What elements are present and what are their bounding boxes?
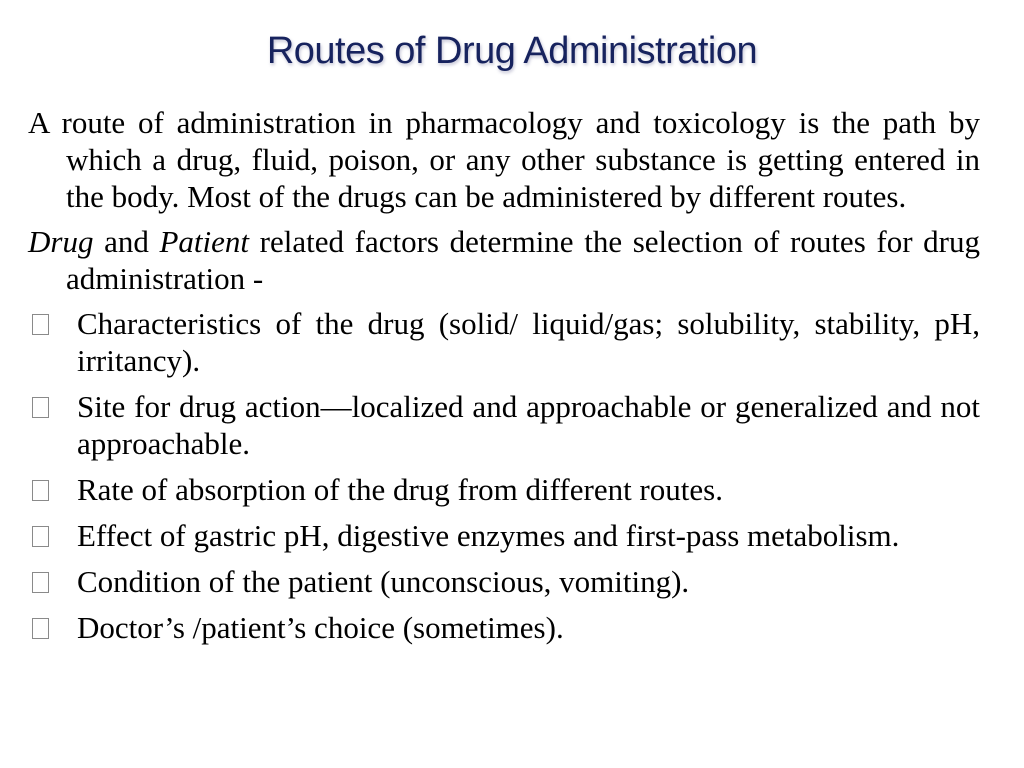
bullet-item — [28, 563, 980, 600]
bullet-item — [28, 305, 980, 379]
checkbox-icon — [32, 572, 49, 593]
slide-body — [28, 104, 980, 655]
checkbox-icon — [32, 480, 49, 501]
checkbox-icon — [32, 526, 49, 547]
drug-word: Drug — [28, 224, 94, 259]
checkbox-icon — [32, 618, 49, 639]
bullet-text: Rate of absorption of the drug from different routes. — [77, 472, 723, 507]
slide-title: Routes of Drug Administration — [266, 30, 758, 72]
factors-rest: related factors determine the selection of routes for drug administration - — [66, 224, 980, 296]
bullet-text: Doctor’s /patient’s choice (sometimes). — [77, 610, 564, 645]
bullet-text: Site for drug action—localized and approachable or generalized and not approachable. — [77, 389, 980, 461]
checkbox-icon — [32, 397, 49, 418]
factors-paragraph — [28, 223, 980, 297]
bullet-text: Condition of the patient (unconscious, vomiting). — [77, 564, 690, 599]
bullet-text: Characteristics of the drug (solid/ liquid/gas; solubility, stability, pH, irritancy). — [77, 306, 980, 378]
checkbox-icon — [32, 314, 49, 335]
and-word: and — [93, 224, 160, 259]
bullet-item — [28, 609, 980, 646]
bullet-text: Effect of gastric pH, digestive enzymes and first-pass metabolism. — [77, 518, 900, 553]
patient-word: Patient — [159, 224, 250, 259]
bullet-item — [28, 471, 980, 508]
bullet-item — [28, 388, 980, 462]
intro-paragraph: A route of administration in pharmacology and toxicology is the path by which a drug, fluid, poison, or any other substance is getting entered in the body. Most of the drugs can be administered by different routes. — [28, 105, 980, 214]
bullet-item — [28, 517, 980, 554]
